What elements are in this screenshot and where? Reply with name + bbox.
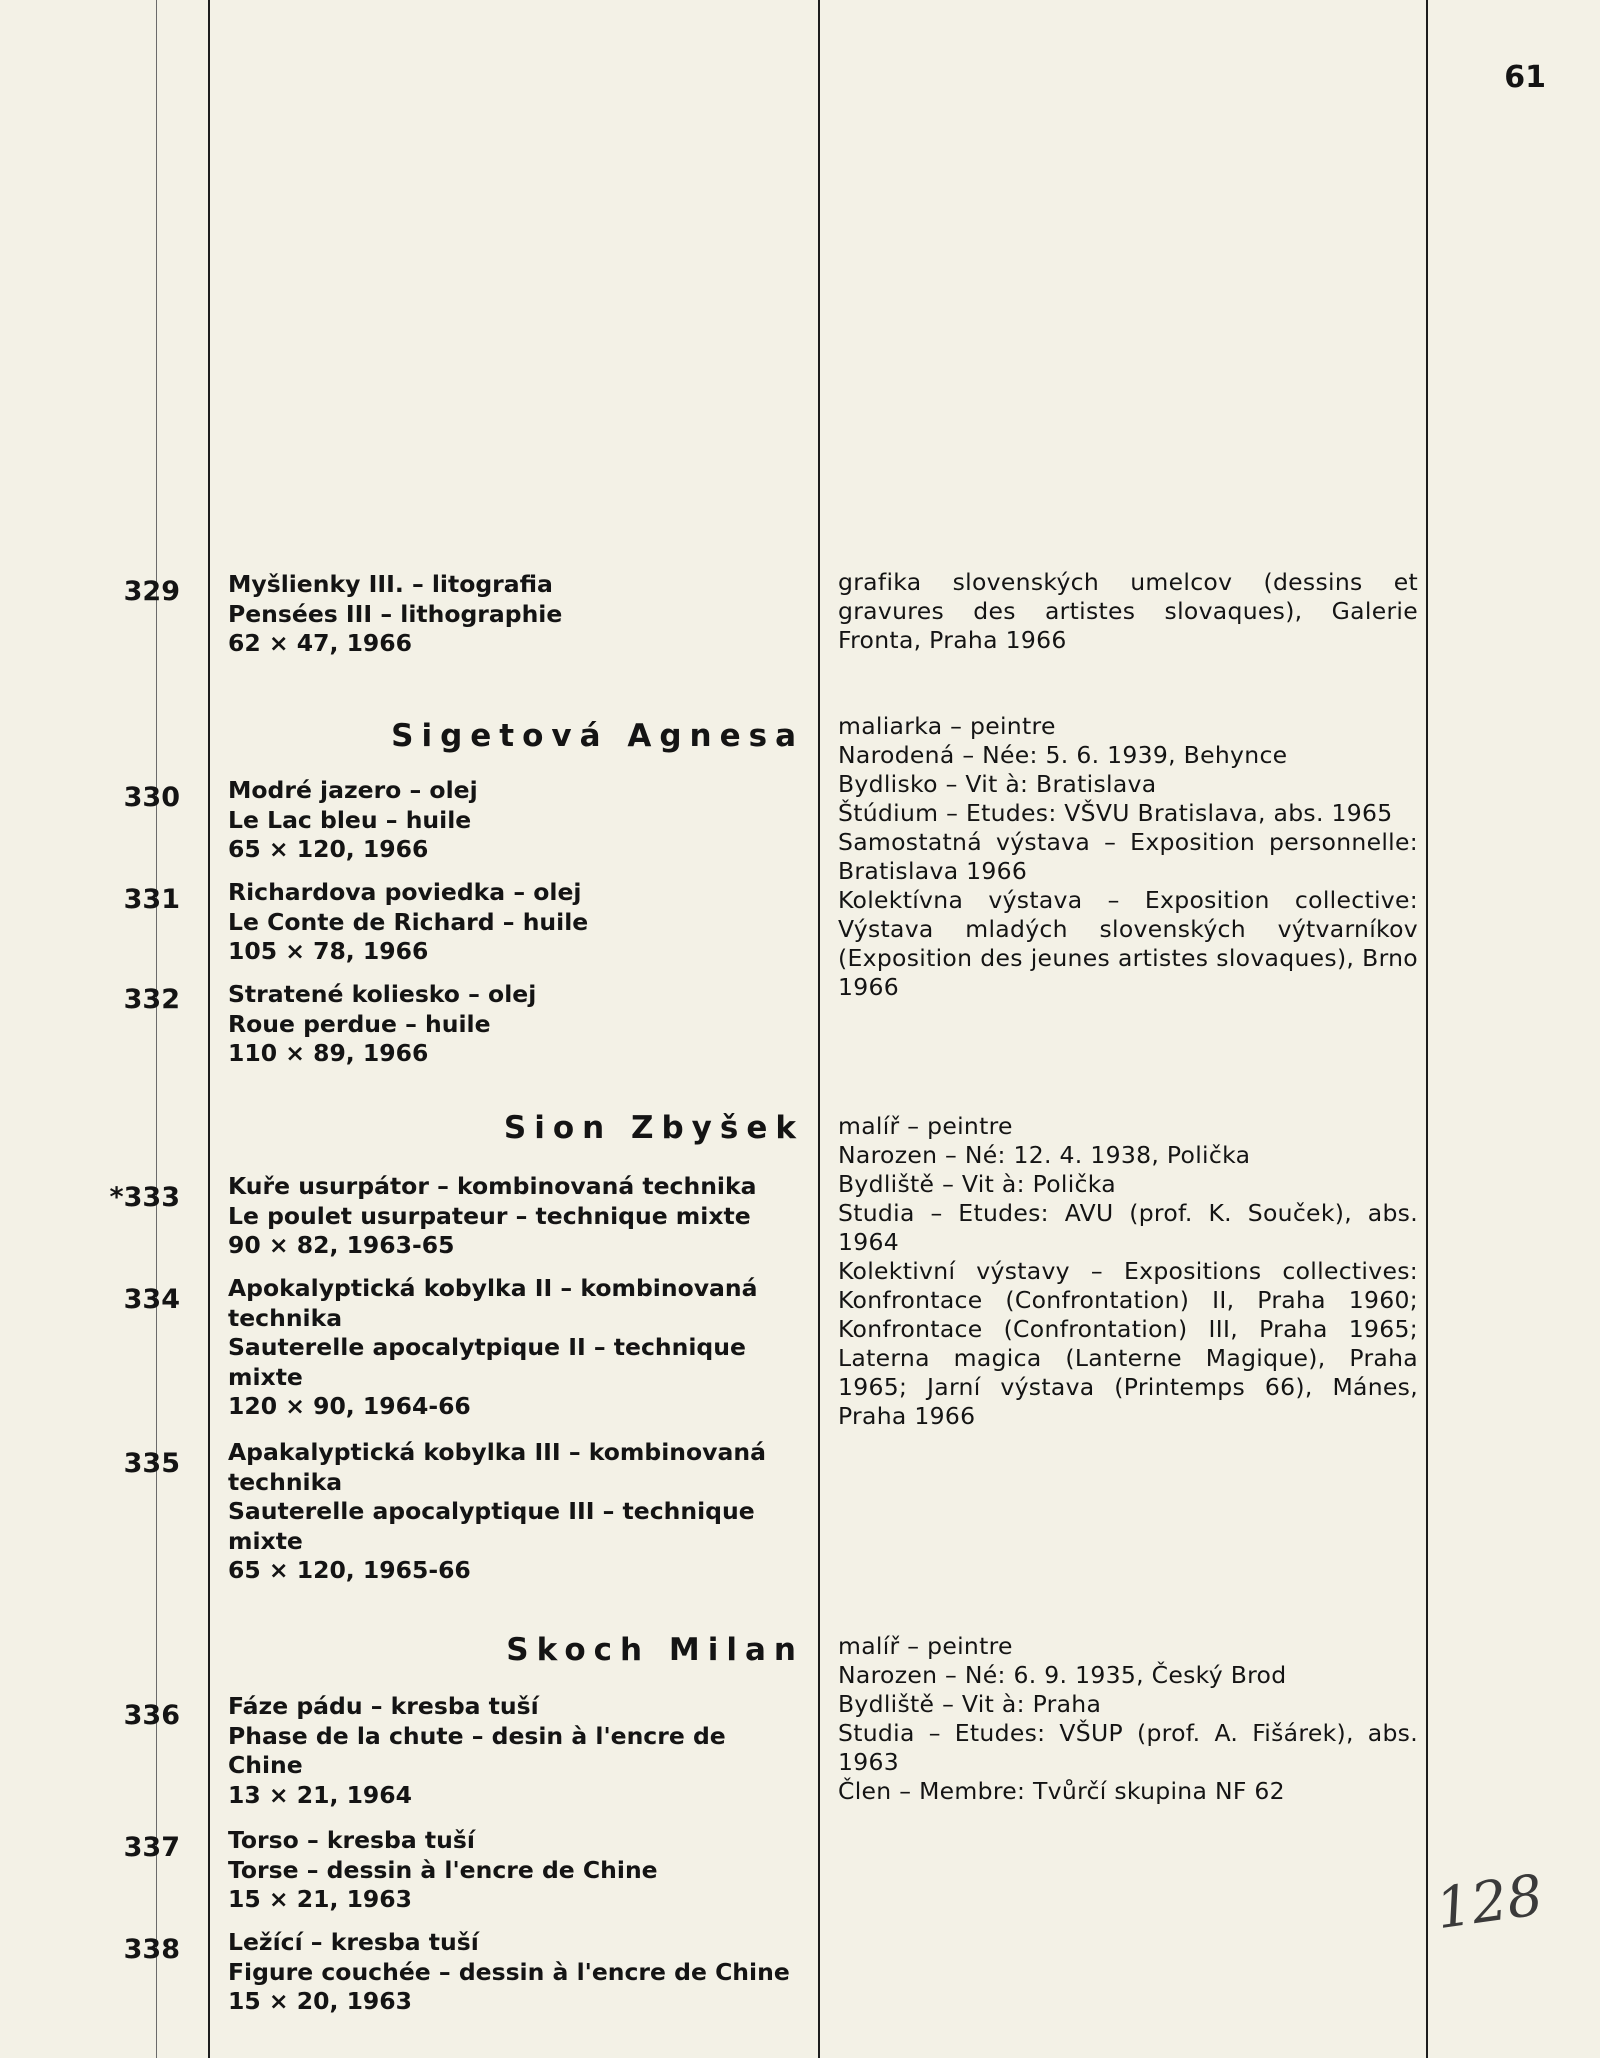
bio-line: Studia – Etudes: AVU (prof. K. Souček), abs. 1964 — [838, 1199, 1418, 1256]
catalog-entry — [228, 570, 808, 659]
catalog-entry — [228, 878, 808, 967]
bio-continuation — [838, 568, 1418, 655]
bio-line: Kolektívna výstava – Exposition collective: Výstava mladých slovenských výtvarníkov (Exposition des jeunes artistes slovaques), Brno 1966 — [838, 886, 1418, 1001]
handwritten-mark: 128 — [1431, 1862, 1547, 1943]
artist-bio — [838, 1112, 1418, 1431]
entry-title-fr: Le Lac bleu – huile — [228, 805, 472, 834]
entry-title: Ležící – kresba tuší — [228, 1928, 479, 1956]
page-number: 61 — [1504, 60, 1546, 95]
catalog-entry — [228, 1172, 808, 1261]
catalog-entry — [228, 1438, 784, 1586]
artist-bio — [838, 1632, 1418, 1806]
artist-name: Sigetová Agnesa — [391, 718, 804, 754]
bio-line: Narozen – Né: 12. 4. 1938, Polička — [838, 1141, 1251, 1169]
entry-title: Kuře usurpátor – kombinovaná technika — [228, 1172, 757, 1200]
entry-title: Myšlienky III. – litografia — [228, 570, 553, 598]
entry-dimensions: 65 × 120, 1966 — [228, 835, 429, 863]
entry-dimensions: 13 × 21, 1964 — [228, 1780, 412, 1809]
entry-number: 336 — [123, 1700, 180, 1731]
bio-line: Člen – Membre: Tvůrčí skupina NF 62 — [838, 1777, 1285, 1805]
catalog-entry — [228, 776, 808, 865]
entry-dimensions: 110 × 89, 1966 — [228, 1039, 429, 1067]
bio-line: Bydliště – Vit à: Polička — [838, 1170, 1116, 1198]
bio-line: Studia – Etudes: VŠUP (prof. A. Fišárek), abs. 1963 — [838, 1719, 1418, 1776]
entry-title-fr: Roue perdue – huile — [228, 1009, 491, 1038]
entry-title: Modré jazero – olej — [228, 776, 478, 804]
bio-line: grafika slovenských umelcov (dessins et gravures des artistes slovaques), Galerie Fronta, Praha 1966 — [838, 568, 1418, 654]
bio-line: malíř – peintre — [838, 1632, 1013, 1660]
bio-line: Kolektivní výstavy – Expositions collectives: Konfrontace (Confrontation) II, Praha 1960; Konfrontace (Confrontation) III, Praha 1965; Laterna magica (Lanterne Magique), Praha 1965; Jarní výstava (Printemps 66), Mánes, Praha 1966 — [838, 1257, 1418, 1430]
bio-line: Samostatná výstava – Exposition personnelle: Bratislava 1966 — [838, 828, 1418, 885]
entry-title: Fáze pádu – kresba tuší — [228, 1692, 539, 1720]
entry-title-fr: Figure couchée – dessin à l'encre de Chine — [228, 1957, 790, 1986]
entry-title: Richardova poviedka – olej — [228, 878, 582, 906]
bio-line: Bydliště – Vit à: Praha — [838, 1690, 1102, 1718]
artist-name: Skoch Milan — [506, 1632, 804, 1668]
fold-line-left — [156, 0, 157, 2058]
entry-dimensions: 15 × 21, 1963 — [228, 1885, 412, 1913]
entry-dimensions: 15 × 20, 1963 — [228, 1987, 412, 2015]
entry-title-fr: Sauterelle apocalytpique II – technique mixte — [228, 1333, 746, 1391]
entry-title-fr: Le poulet usurpateur – technique mixte — [228, 1201, 751, 1230]
entry-title-fr: Torse – dessin à l'encre de Chine — [228, 1855, 658, 1884]
column-rule-middle — [818, 0, 820, 2058]
entry-title: Torso – kresba tuší — [228, 1826, 475, 1854]
entry-title: Apokalyptická kobylka II – kombinovaná technika — [228, 1274, 758, 1332]
bio-line: Narozen – Né: 6. 9. 1935, Český Brod — [838, 1661, 1287, 1689]
entry-dimensions: 120 × 90, 1964-66 — [228, 1392, 471, 1420]
catalog-entry — [228, 1692, 784, 1810]
column-rule-left — [208, 0, 210, 2058]
entry-number: 330 — [123, 782, 180, 813]
entry-title: Apakalyptická kobylka III – kombinovaná technika — [228, 1438, 766, 1496]
entry-number: 332 — [123, 984, 180, 1015]
entry-dimensions: 90 × 82, 1963-65 — [228, 1231, 455, 1259]
entry-dimensions: 65 × 120, 1965-66 — [228, 1556, 471, 1584]
entry-number: *333 — [109, 1182, 180, 1213]
column-rule-right — [1426, 0, 1428, 2058]
entry-title-fr: Le Conte de Richard – huile — [228, 907, 589, 936]
entry-number: 329 — [123, 576, 180, 607]
bio-line: Štúdium – Etudes: VŠVU Bratislava, abs. 1965 — [838, 799, 1393, 827]
entry-number: 331 — [123, 884, 180, 915]
entry-title: Stratené koliesko – olej — [228, 980, 537, 1008]
catalog-entry — [228, 980, 808, 1069]
entry-number: 334 — [123, 1284, 180, 1315]
catalog-entry — [228, 1274, 784, 1422]
entry-dimensions: 62 × 47, 1966 — [228, 629, 412, 657]
bio-line: Narodená – Née: 5. 6. 1939, Behynce — [838, 741, 1288, 769]
bio-line: Bydlisko – Vit à: Bratislava — [838, 770, 1157, 798]
entry-title-fr: Pensées III – lithographie — [228, 599, 563, 628]
bio-line: maliarka – peintre — [838, 712, 1056, 740]
bio-line: malíř – peintre — [838, 1112, 1013, 1140]
artist-name: Sion Zbyšek — [503, 1110, 804, 1146]
entry-number: 338 — [123, 1934, 180, 1965]
entry-number: 337 — [123, 1832, 180, 1863]
artist-bio — [838, 712, 1418, 1002]
catalog-entry — [228, 1826, 808, 1915]
entry-title-fr: Phase de la chute – desin à l'encre de Chine — [228, 1721, 726, 1779]
catalog-entry — [228, 1928, 808, 2017]
entry-number: 335 — [123, 1448, 180, 1479]
entry-title-fr: Sauterelle apocalyptique III – technique mixte — [228, 1497, 755, 1555]
entry-dimensions: 105 × 78, 1966 — [228, 937, 429, 965]
